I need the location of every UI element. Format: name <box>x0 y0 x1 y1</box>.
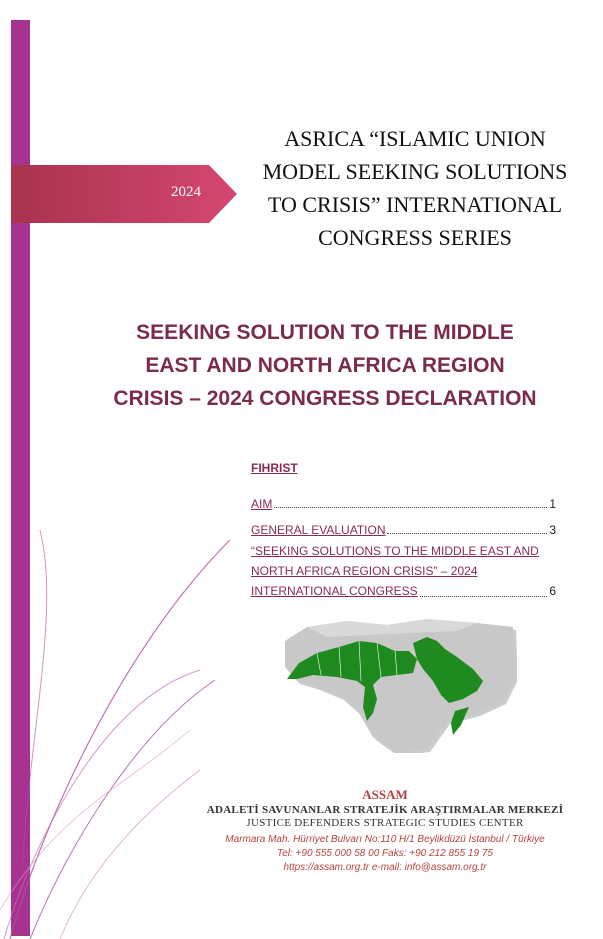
declaration-title-line: SEEKING SOLUTION TO THE MIDDLE <box>136 321 514 344</box>
org-address: Marmara Mah. Hürriyet Bulvarı No:110 H/1 Beylikdüzü İstanbul / Türkiye <box>225 834 545 845</box>
toc-leader-dots <box>387 533 547 534</box>
mena-region-map <box>277 617 517 753</box>
series-title <box>240 122 590 254</box>
org-web-email[interactable]: https://assam.org.tr e-mail: info@assam.org.tr <box>283 862 487 873</box>
table-of-contents <box>251 461 556 601</box>
toc-entry-label-line[interactable]: “SEEKING SOLUTIONS TO THE MIDDLE EAST AND <box>251 544 539 558</box>
series-title-line: CONGRESS SERIES <box>318 225 512 250</box>
toc-leader-dots <box>420 596 548 597</box>
declaration-title <box>95 316 555 415</box>
toc-entry-label[interactable]: GENERAL EVALUATION <box>251 523 386 537</box>
toc-entry-aim[interactable] <box>251 485 556 511</box>
toc-entry-label-line[interactable]: INTERNATIONAL CONGRESS <box>251 584 418 598</box>
series-title-line: TO CRISIS” INTERNATIONAL <box>267 192 563 217</box>
toc-leader-dots <box>274 507 547 508</box>
toc-page-number: 3 <box>549 523 556 537</box>
toc-entry-general-evaluation[interactable] <box>251 511 556 537</box>
series-title-line: MODEL SEEKING SOLUTIONS <box>262 159 568 184</box>
toc-heading[interactable]: FIHRIST <box>251 461 298 475</box>
series-title-line: ASRICA “ISLAMIC UNION <box>284 126 546 151</box>
org-name-en: JUSTICE DEFENDERS STRATEGIC STUDIES CENTER <box>246 817 524 829</box>
org-phone: Tel: +90 555 000 58 00 Faks: +90 212 855 19 75 <box>277 848 493 859</box>
publisher-footer <box>180 787 590 873</box>
declaration-title-line: EAST AND NORTH AFRICA REGION <box>145 354 505 377</box>
toc-page-number: 6 <box>549 584 556 598</box>
toc-entry-label[interactable]: AIM <box>251 497 273 511</box>
toc-page-number: 1 <box>549 497 556 511</box>
toc-entry-label-line[interactable]: NORTH AFRICA REGION CRISIS” – 2024 <box>251 564 478 578</box>
declaration-title-line: CRISIS – 2024 CONGRESS DECLARATION <box>113 387 537 410</box>
org-acronym: ASSAM <box>362 787 408 802</box>
decorative-swoosh <box>0 530 240 939</box>
toc-entry-congress[interactable] <box>251 541 556 601</box>
org-name-tr: ADALETİ SAVUNANLAR STRATEJİK ARAŞTIRMALAR MERKEZİ <box>206 804 564 816</box>
year-label: 2024 <box>171 184 201 200</box>
year-banner <box>11 165 237 223</box>
